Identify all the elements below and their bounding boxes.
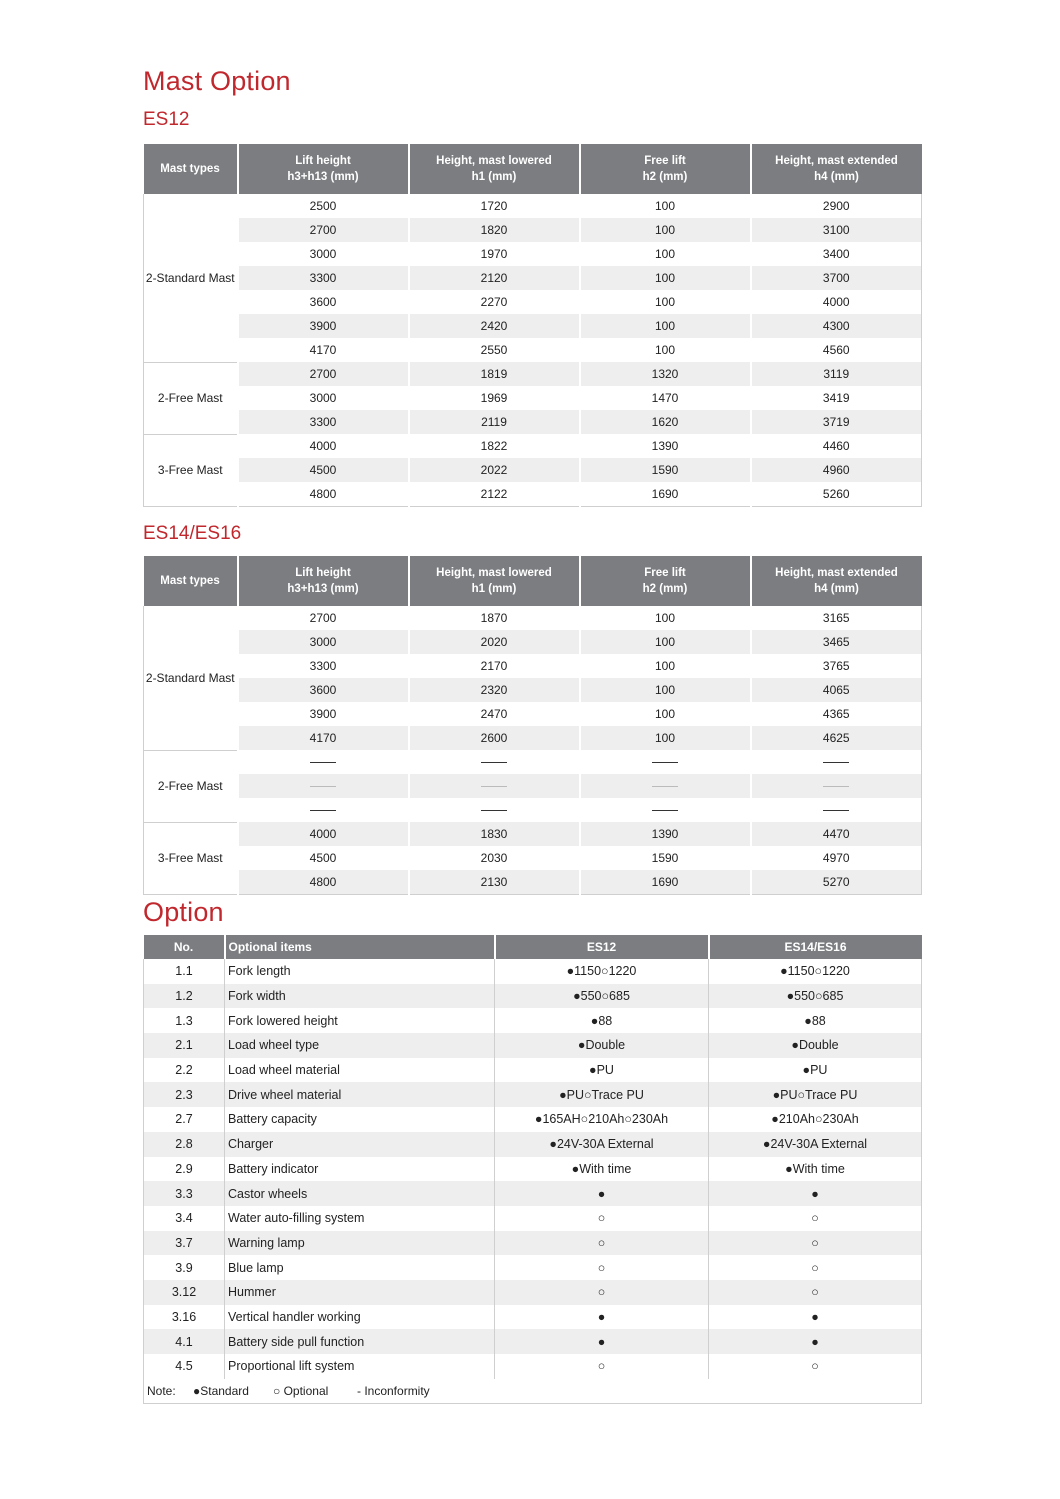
option-es14: ●88 [709,1008,922,1033]
es14-mast-table [143,556,922,895]
option-no: 4.1 [144,1329,225,1354]
dash-mark [310,786,336,787]
table-row [144,846,922,870]
value-cell: 3100 [751,218,922,242]
table-row [144,242,922,266]
option-es14: ●1150○1220 [709,959,922,984]
value-cell: 100 [580,194,751,218]
header-mast-types: Mast types [144,556,238,606]
value-cell: 3119 [751,362,922,386]
option-no: 3.7 [144,1231,225,1256]
option-es12: ●PU○Trace PU [495,1082,709,1107]
note-inconformity: - Inconformity [357,1384,430,1399]
value-cell [751,798,922,822]
dash-mark [481,810,507,811]
option-es12: ○ [495,1206,709,1231]
value-cell: 1820 [409,218,580,242]
value-cell: 3600 [238,678,409,702]
option-no: 2.8 [144,1132,225,1157]
value-cell [238,750,409,774]
value-cell: 1470 [580,386,751,410]
mast-type-cell: 2-Free Mast [144,362,238,434]
option-no: 2.2 [144,1058,225,1083]
value-cell: 2700 [238,218,409,242]
option-es12: ○ [495,1280,709,1305]
option-es14: ○ [709,1255,922,1280]
value-cell: 2700 [238,606,409,630]
option-es12: ●Double [495,1033,709,1058]
value-cell: 3165 [751,606,922,630]
value-cell [580,798,751,822]
value-cell: 100 [580,630,751,654]
option-item: Proportional lift system [225,1354,495,1379]
option-no: 3.3 [144,1181,225,1206]
mast-type-cell: 2-Standard Mast [144,194,238,362]
value-cell: 1620 [580,410,751,434]
value-cell [238,798,409,822]
value-cell [580,774,751,798]
value-cell: 3419 [751,386,922,410]
header-es14: ES14/ES16 [709,935,922,959]
header-mast-types: Mast types [144,144,238,194]
value-cell: 4960 [751,458,922,482]
option-es12: ●165AH○210Ah○230Ah [495,1107,709,1132]
value-cell [751,774,922,798]
option-row [144,1107,922,1132]
value-cell: 3719 [751,410,922,434]
value-cell: 2900 [751,194,922,218]
value-cell: 2600 [409,726,580,750]
header-free-lift: Free lift h2 (mm) [580,144,751,194]
heading-option: Option [143,897,224,927]
option-es12: ●PU [495,1058,709,1083]
value-cell: 3900 [238,702,409,726]
value-cell: 3300 [238,654,409,678]
value-cell: 3000 [238,386,409,410]
option-item: Battery capacity [225,1107,495,1132]
value-cell: 1822 [409,434,580,458]
value-cell: 1590 [580,846,751,870]
option-item: Fork width [225,984,495,1009]
value-cell: 5270 [751,870,922,895]
option-es14: ● [709,1329,922,1354]
value-cell: 2320 [409,678,580,702]
table-row [144,774,922,798]
value-cell: 5260 [751,482,922,507]
value-cell: 1590 [580,458,751,482]
option-es14: ●550○685 [709,984,922,1009]
dash-mark [310,810,336,811]
header-free-lift: Free lift h2 (mm) [580,556,751,606]
value-cell: 4625 [751,726,922,750]
option-no: 2.9 [144,1157,225,1182]
option-row [144,1206,922,1231]
value-cell [238,774,409,798]
value-cell: 4460 [751,434,922,458]
value-cell: 4300 [751,314,922,338]
mast-type-cell: 3-Free Mast [144,822,238,895]
option-no: 1.3 [144,1008,225,1033]
value-cell [751,750,922,774]
header-lift-height: Lift height h3+h13 (mm) [238,144,409,194]
option-item: Battery side pull function [225,1329,495,1354]
dash-mark [481,762,507,763]
value-cell: 2550 [409,338,580,362]
value-cell: 1720 [409,194,580,218]
value-cell: 2700 [238,362,409,386]
table-row [144,362,922,386]
table-row [144,314,922,338]
value-cell: 1970 [409,242,580,266]
option-row [144,1058,922,1083]
option-table [143,935,922,1404]
value-cell: 3900 [238,314,409,338]
option-es12: ●24V-30A External [495,1132,709,1157]
option-row [144,1082,922,1107]
value-cell: 4065 [751,678,922,702]
option-no: 2.1 [144,1033,225,1058]
value-cell: 1390 [580,434,751,458]
value-cell: 4800 [238,482,409,507]
value-cell: 4170 [238,726,409,750]
header-no: No. [144,935,225,959]
value-cell [409,774,580,798]
table-row [144,482,922,507]
value-cell: 4560 [751,338,922,362]
option-es14: ○ [709,1280,922,1305]
option-es14: ●With time [709,1157,922,1182]
value-cell: 3000 [238,242,409,266]
value-cell: 2020 [409,630,580,654]
value-cell: 3400 [751,242,922,266]
option-row [144,1181,922,1206]
note-label: Note: [147,1384,176,1399]
option-item: Battery indicator [225,1157,495,1182]
dash-mark [310,762,336,763]
value-cell: 1830 [409,822,580,846]
value-cell: 3600 [238,290,409,314]
value-cell: 4500 [238,458,409,482]
value-cell: 100 [580,678,751,702]
value-cell [409,750,580,774]
value-cell [580,750,751,774]
table-row [144,194,922,218]
option-no: 3.12 [144,1280,225,1305]
option-row [144,959,922,984]
value-cell: 2500 [238,194,409,218]
option-no: 4.5 [144,1354,225,1379]
option-es12: ● [495,1305,709,1330]
value-cell: 3000 [238,630,409,654]
header-height-extended: Height, mast extended h4 (mm) [751,144,922,194]
header-es12: ES12 [495,935,709,959]
table-row [144,458,922,482]
table-row [144,798,922,822]
header-height-extended: Height, mast extended h4 (mm) [751,556,922,606]
value-cell: 2170 [409,654,580,678]
value-cell [409,798,580,822]
option-es14: ○ [709,1231,922,1256]
value-cell: 100 [580,702,751,726]
option-es12: ○ [495,1255,709,1280]
note-cell [144,1379,922,1404]
option-item: Load wheel material [225,1058,495,1083]
value-cell: 2119 [409,410,580,434]
option-row [144,1008,922,1033]
value-cell: 2270 [409,290,580,314]
value-cell: 100 [580,338,751,362]
value-cell: 100 [580,654,751,678]
option-item: Fork lowered height [225,1008,495,1033]
heading-mast-option: Mast Option [143,66,291,96]
option-es12: ● [495,1329,709,1354]
value-cell: 100 [580,290,751,314]
value-cell: 4000 [751,290,922,314]
table-row [144,750,922,774]
table-row [144,726,922,750]
option-es14: ●24V-30A External [709,1132,922,1157]
option-no: 3.9 [144,1255,225,1280]
option-es14: ○ [709,1206,922,1231]
option-item: Charger [225,1132,495,1157]
option-item: Fork length [225,959,495,984]
table-row [144,434,922,458]
value-cell: 4170 [238,338,409,362]
option-es14: ●PU [709,1058,922,1083]
dash-mark [481,786,507,787]
option-no: 2.7 [144,1107,225,1132]
option-es12: ●1150○1220 [495,959,709,984]
header-height-lowered: Height, mast lowered h1 (mm) [409,556,580,606]
table-row [144,870,922,895]
heading-es12: ES12 [143,109,190,130]
option-row [144,1157,922,1182]
option-item: Castor wheels [225,1181,495,1206]
dash-mark [652,786,678,787]
option-es14: ● [709,1181,922,1206]
table-row [144,290,922,314]
table-row [144,218,922,242]
option-es14: ●Double [709,1033,922,1058]
value-cell: 1969 [409,386,580,410]
option-row [144,1329,922,1354]
dash-mark [823,786,849,787]
option-no: 3.4 [144,1206,225,1231]
value-cell: 4800 [238,870,409,895]
option-es14: ○ [709,1354,922,1379]
value-cell: 3300 [238,410,409,434]
option-row [144,1255,922,1280]
value-cell: 1690 [580,870,751,895]
value-cell: 4970 [751,846,922,870]
option-item: Drive wheel material [225,1082,495,1107]
option-no: 1.2 [144,984,225,1009]
table-row [144,654,922,678]
value-cell: 4365 [751,702,922,726]
mast-type-cell: 3-Free Mast [144,434,238,507]
mast-type-cell: 2-Free Mast [144,750,238,822]
option-no: 2.3 [144,1082,225,1107]
value-cell: 100 [580,606,751,630]
table-row [144,702,922,726]
dash-mark [652,810,678,811]
option-item: Hummer [225,1280,495,1305]
value-cell: 2130 [409,870,580,895]
value-cell: 100 [580,218,751,242]
option-es14: ●210Ah○230Ah [709,1107,922,1132]
value-cell: 1320 [580,362,751,386]
option-item: Water auto-filling system [225,1206,495,1231]
value-cell: 3300 [238,266,409,290]
value-cell: 2022 [409,458,580,482]
table-row [144,410,922,434]
table-row [144,822,922,846]
value-cell: 1690 [580,482,751,507]
option-row [144,1132,922,1157]
value-cell: 2030 [409,846,580,870]
dash-mark [823,762,849,763]
value-cell: 2470 [409,702,580,726]
option-no: 3.16 [144,1305,225,1330]
value-cell: 3465 [751,630,922,654]
table-row [144,678,922,702]
value-cell: 4000 [238,434,409,458]
value-cell: 2420 [409,314,580,338]
value-cell: 3765 [751,654,922,678]
option-row [144,1280,922,1305]
table-row [144,338,922,362]
table-row [144,630,922,654]
value-cell: 4500 [238,846,409,870]
table-row [144,386,922,410]
option-es12: ●With time [495,1157,709,1182]
table-row [144,606,922,630]
option-row [144,1231,922,1256]
option-row [144,1354,922,1379]
header-lift-height: Lift height h3+h13 (mm) [238,556,409,606]
value-cell: 100 [580,266,751,290]
header-optional-items: Optional items [225,935,495,959]
dash-mark [823,810,849,811]
option-row [144,1305,922,1330]
mast-type-cell: 2-Standard Mast [144,606,238,750]
option-es12: ●550○685 [495,984,709,1009]
option-es12: ○ [495,1354,709,1379]
note-row [144,1379,922,1404]
value-cell: 100 [580,314,751,338]
note-optional: ○ Optional [273,1384,329,1399]
value-cell: 2120 [409,266,580,290]
header-height-lowered: Height, mast lowered h1 (mm) [409,144,580,194]
value-cell: 1390 [580,822,751,846]
value-cell: 1870 [409,606,580,630]
table-row [144,266,922,290]
value-cell: 4470 [751,822,922,846]
option-row [144,984,922,1009]
value-cell: 1819 [409,362,580,386]
value-cell: 100 [580,726,751,750]
es12-mast-table [143,144,922,507]
option-row [144,1033,922,1058]
option-no: 1.1 [144,959,225,984]
option-item: Vertical handler working [225,1305,495,1330]
dash-mark [652,762,678,763]
option-item: Load wheel type [225,1033,495,1058]
option-item: Warning lamp [225,1231,495,1256]
note-standard: ●Standard [193,1384,249,1399]
value-cell: 100 [580,242,751,266]
option-es12: ● [495,1181,709,1206]
option-es14: ●PU○Trace PU [709,1082,922,1107]
option-es12: ●88 [495,1008,709,1033]
value-cell: 3700 [751,266,922,290]
option-item: Blue lamp [225,1255,495,1280]
option-es12: ○ [495,1231,709,1256]
option-es14: ● [709,1305,922,1330]
value-cell: 2122 [409,482,580,507]
heading-es14-es16: ES14/ES16 [143,523,242,544]
value-cell: 4000 [238,822,409,846]
